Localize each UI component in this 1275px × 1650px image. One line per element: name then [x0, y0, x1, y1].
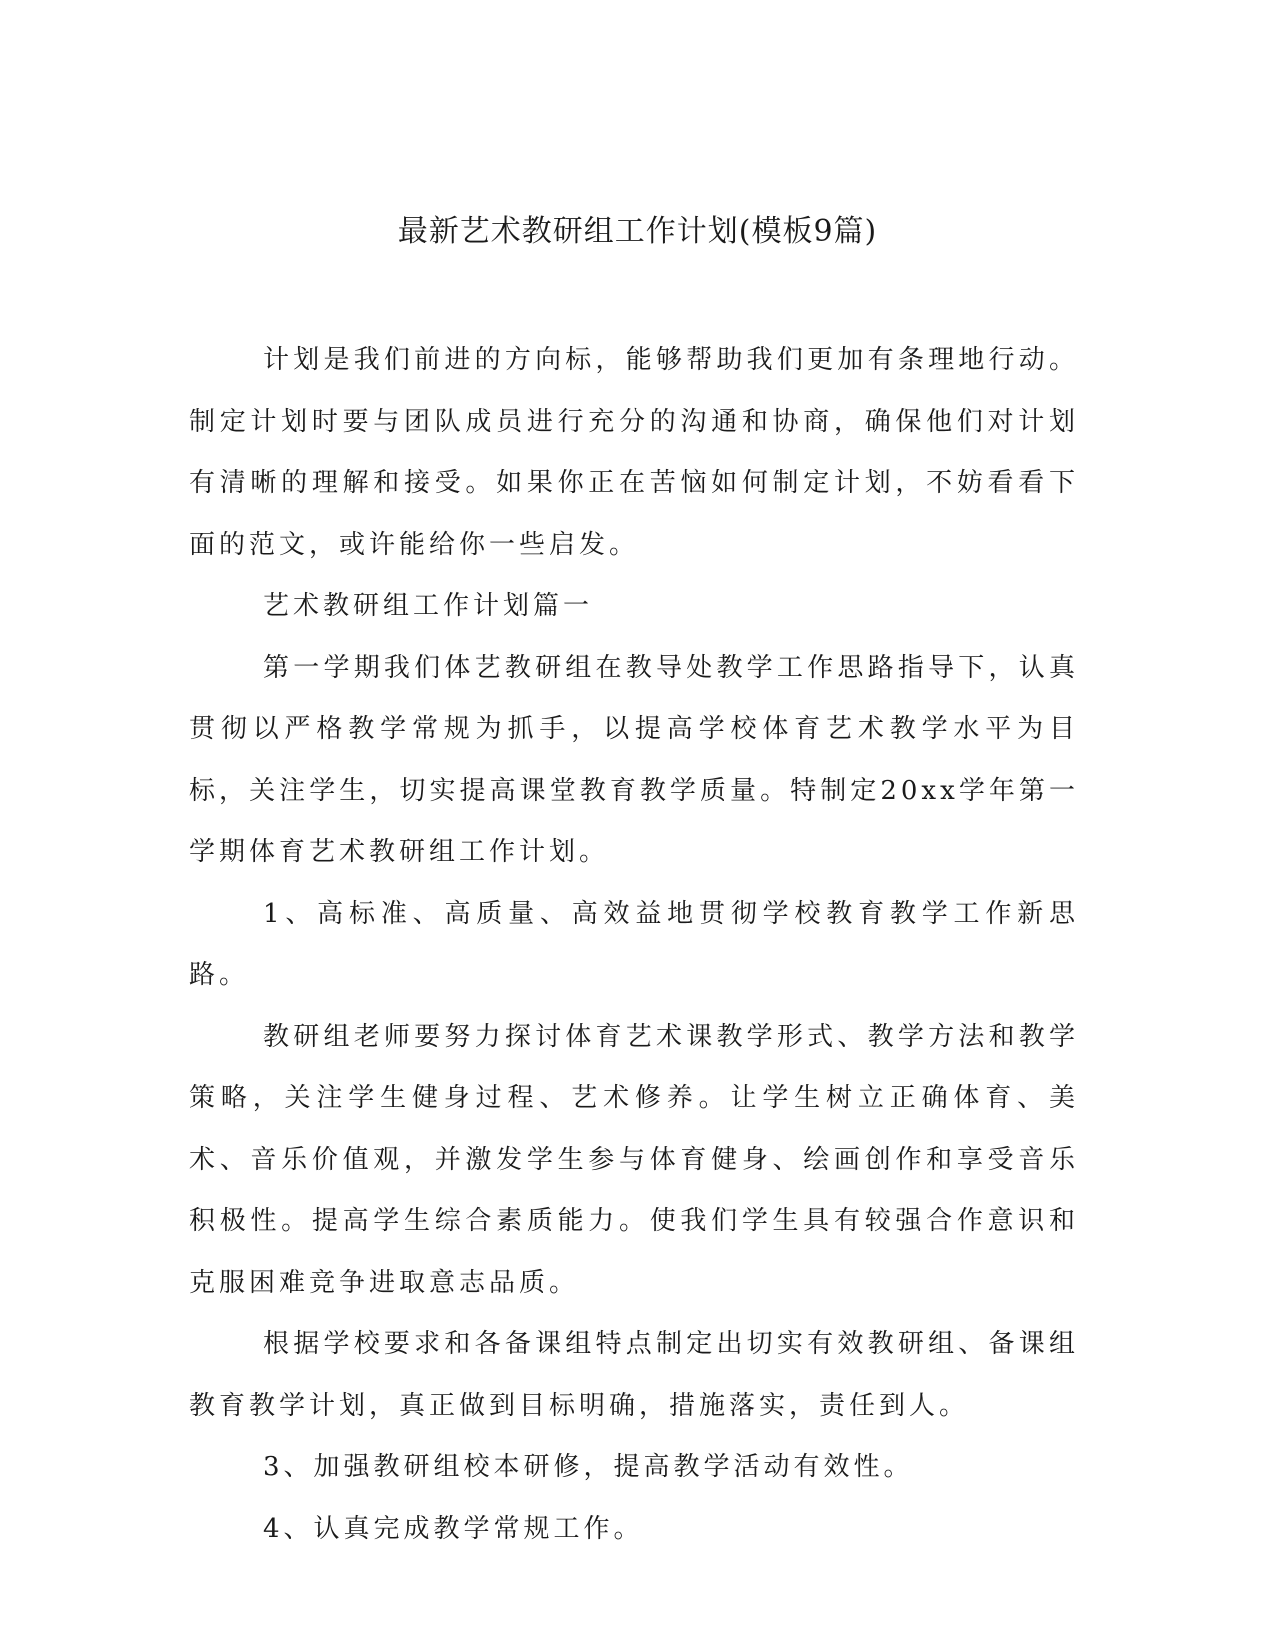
- body-paragraph: 教研组老师要努力探讨体育艺术课教学形式、教学方法和教学策略，关注学生健身过程、艺术修养。让学生树立正确体育、美术、音乐价值观，并激发学生参与体育健身、绘画创作和享受音乐积极性。提高学生综合素质能力。使我们学生具有较强合作意识和克服困难竞争进取意志品质。: [189, 1021, 1079, 1298]
- body-paragraph: 根据学校要求和各备课组特点制定出切实有效教研组、备课组教育教学计划，真正做到目标明确，措施落实，责任到人。: [189, 1329, 1079, 1421]
- document-title: 最新艺术教研组工作计划(模板9篇): [397, 214, 878, 249]
- list-item: 4、认真完成教学常规工作。: [263, 1513, 644, 1544]
- list-item: 3、加强教研组校本研修，提高教学活动有效性。: [263, 1452, 914, 1482]
- intro-paragraph: 计划是我们前进的方向标，能够帮助我们更加有条理地行动。制定计划时要与团队成员进行充分的沟通和协商，确保他们对计划有清晰的理解和接受。如果你正在苦恼如何制定计划，不妨看看下面的范文，或许能给你一些启发。: [189, 345, 1079, 560]
- list-item: 1、高标准、高质量、高效益地贯彻学校教育教学工作新思路。: [189, 898, 1079, 990]
- document-body: [189, 330, 1079, 1560]
- body-paragraph: 第一学期我们体艺教研组在教导处教学工作思路指导下，认真贯彻以严格教学常规为抓手，以提高学校体育艺术教学水平为目标，关注学生，切实提高课堂教育教学质量。特制定20xx学年第一学期体育艺术教研组工作计划。: [189, 652, 1079, 867]
- section-heading: 艺术教研组工作计划篇一: [263, 591, 594, 621]
